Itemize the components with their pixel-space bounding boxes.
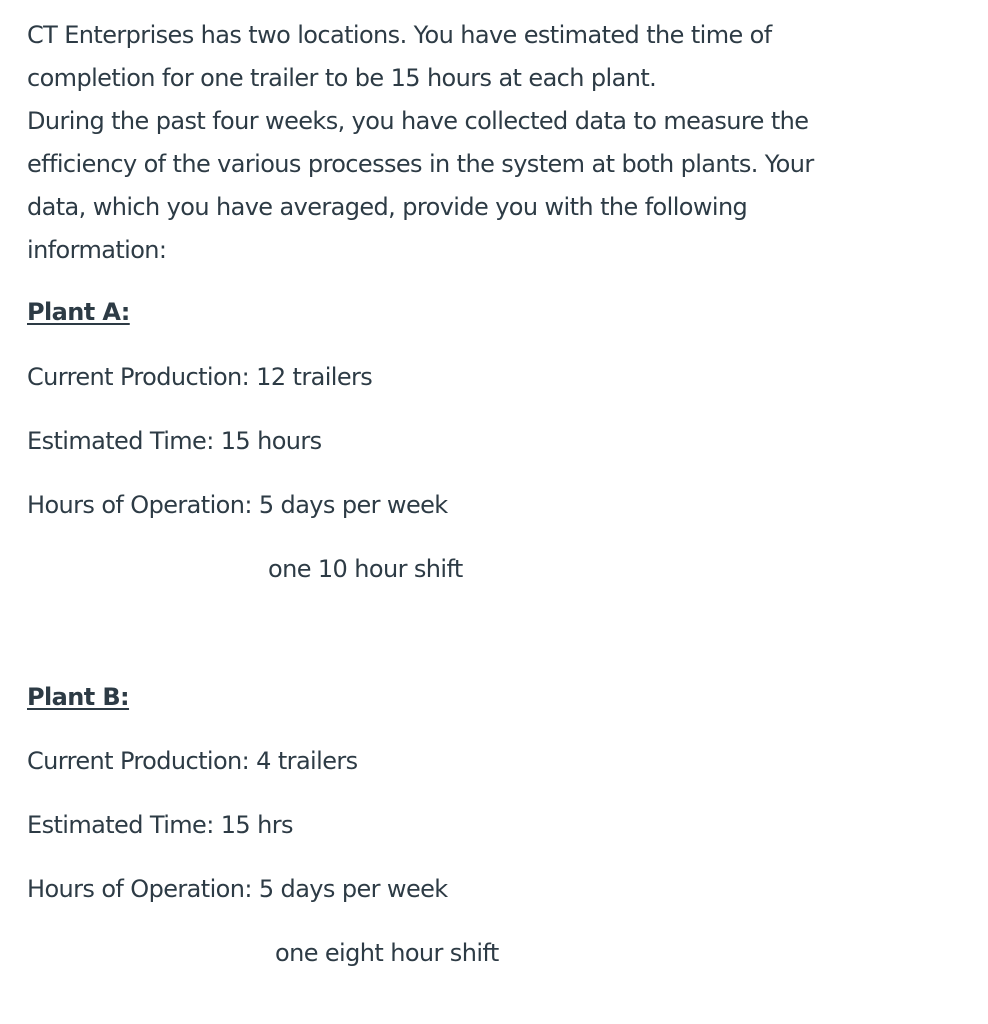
plant-b-hours-of-operation: Hours of Operation: 5 days per week <box>27 875 448 903</box>
plant-b-current-production: Current Production: 4 trailers <box>27 747 358 775</box>
intro-line-4: efficiency of the various processes in the system at both plants. Your <box>27 150 814 178</box>
plant-a-current-production: Current Production: 12 trailers <box>27 363 373 391</box>
plant-b-shift: one eight hour shift <box>275 939 499 967</box>
intro-line-6: information: <box>27 236 167 264</box>
plant-b-estimated-time: Estimated Time: 15 hrs <box>27 811 293 839</box>
intro-line-1: CT Enterprises has two locations. You have estimated the time of <box>27 21 772 49</box>
plant-a-hours-of-operation: Hours of Operation: 5 days per week <box>27 491 448 519</box>
plant-a-shift: one 10 hour shift <box>268 555 463 583</box>
intro-paragraph <box>27 14 967 272</box>
intro-line-3: During the past four weeks, you have collected data to measure the <box>27 107 809 135</box>
intro-line-2: completion for one trailer to be 15 hours at each plant. <box>27 64 657 92</box>
plant-a-heading: Plant A: <box>27 298 130 326</box>
intro-line-5: data, which you have averaged, provide you with the following <box>27 193 748 221</box>
plant-a-estimated-time: Estimated Time: 15 hours <box>27 427 322 455</box>
plant-b-heading: Plant B: <box>27 683 130 711</box>
